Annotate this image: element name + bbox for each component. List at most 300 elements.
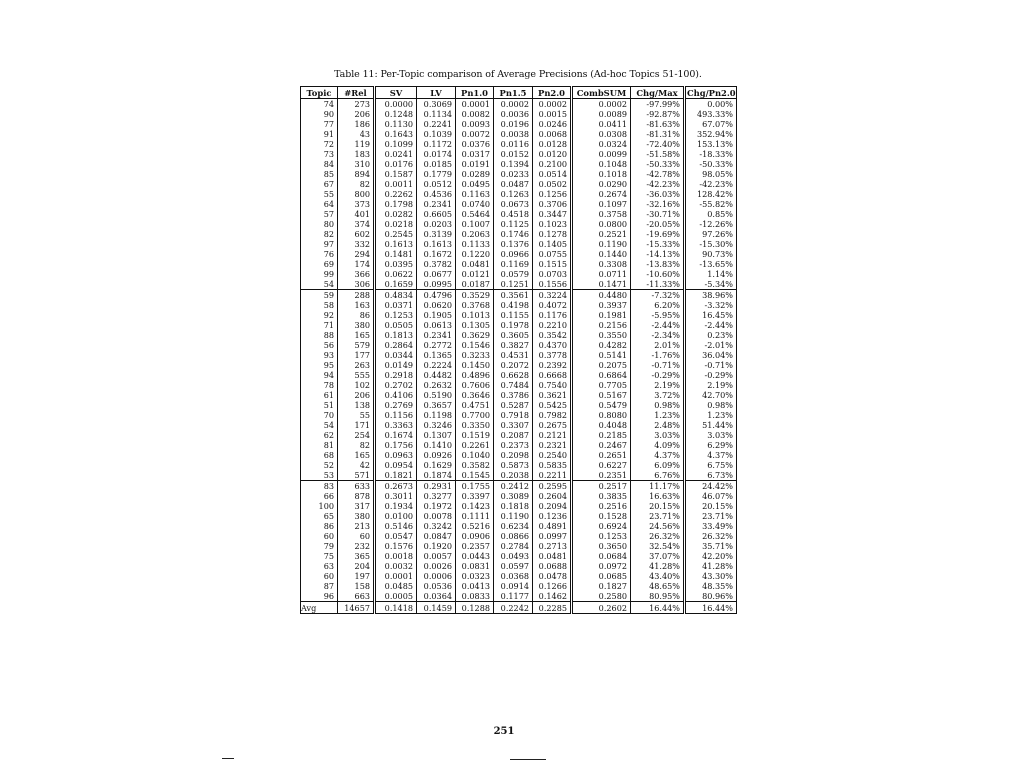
table-cell: 0.0246 bbox=[533, 119, 572, 129]
table-cell: 0.1528 bbox=[572, 511, 631, 521]
table-cell: 0.3582 bbox=[456, 460, 494, 470]
table-cell: 0.7540 bbox=[533, 380, 572, 390]
table-cell: 0.2595 bbox=[533, 481, 572, 492]
table-cell: -50.33% bbox=[685, 159, 737, 169]
table-cell: 0.0290 bbox=[572, 179, 631, 189]
column-header: CombSUM bbox=[572, 87, 631, 99]
table-cell: 0.1125 bbox=[494, 219, 533, 229]
table-cell: 0.5835 bbox=[533, 460, 572, 470]
table-cell: 99 bbox=[301, 269, 338, 279]
table-cell: 60 bbox=[301, 531, 338, 541]
table-cell: 0.0547 bbox=[375, 531, 417, 541]
table-cell: 232 bbox=[338, 541, 375, 551]
table-cell: 0.1746 bbox=[494, 229, 533, 239]
table-cell: 0.0395 bbox=[375, 259, 417, 269]
table-cell: 92 bbox=[301, 310, 338, 320]
table-cell: 380 bbox=[338, 320, 375, 330]
table-cell: 0.1462 bbox=[533, 591, 572, 602]
table-cell: 0.2098 bbox=[494, 450, 533, 460]
table-cell: 0.1365 bbox=[417, 350, 456, 360]
table-cell: 0.5141 bbox=[572, 350, 631, 360]
table-cell: 26.32% bbox=[631, 531, 685, 541]
table-cell: -0.29% bbox=[631, 370, 685, 380]
table-cell: 177 bbox=[338, 350, 375, 360]
table-cell: 56 bbox=[301, 340, 338, 350]
table-cell: 0.2094 bbox=[533, 501, 572, 511]
table-cell: 6.09% bbox=[631, 460, 685, 470]
table-cell: 401 bbox=[338, 209, 375, 219]
table-cell: 0.1007 bbox=[456, 219, 494, 229]
table-cell: 1.23% bbox=[631, 410, 685, 420]
table-cell: 0.1981 bbox=[572, 310, 631, 320]
table-cell: 206 bbox=[338, 390, 375, 400]
table-cell: 0.6864 bbox=[572, 370, 631, 380]
table-cell: 0.6924 bbox=[572, 521, 631, 531]
table-cell: 0.0966 bbox=[494, 249, 533, 259]
table-cell: 4.37% bbox=[631, 450, 685, 460]
table-cell: 0.1220 bbox=[456, 249, 494, 259]
table-cell: 0.1978 bbox=[494, 320, 533, 330]
table-cell: 77 bbox=[301, 119, 338, 129]
table-cell: 0.2540 bbox=[533, 450, 572, 460]
average-cell: 0.1459 bbox=[417, 602, 456, 614]
table-cell: 0.98% bbox=[685, 400, 737, 410]
table-cell: 288 bbox=[338, 290, 375, 301]
table-cell: 0.0914 bbox=[494, 581, 533, 591]
table-cell: 0.1155 bbox=[494, 310, 533, 320]
table-cell: 165 bbox=[338, 330, 375, 340]
table-cell: 0.2321 bbox=[533, 440, 572, 450]
average-cell: 0.2602 bbox=[572, 602, 631, 614]
table-cell: 80.95% bbox=[631, 591, 685, 602]
column-header: Pn1.5 bbox=[494, 87, 533, 99]
table-cell: 35.71% bbox=[685, 541, 737, 551]
table-row bbox=[301, 491, 737, 501]
table-cell: 0.2931 bbox=[417, 481, 456, 492]
table-cell: 0.7484 bbox=[494, 380, 533, 390]
table-cell: 6.75% bbox=[685, 460, 737, 470]
table-cell: 0.98% bbox=[631, 400, 685, 410]
table-cell: 0.2121 bbox=[533, 430, 572, 440]
table-cell: 80.96% bbox=[685, 591, 737, 602]
table-cell: 88 bbox=[301, 330, 338, 340]
table-row bbox=[301, 470, 737, 481]
table-cell: 86 bbox=[301, 521, 338, 531]
table-cell: 0.4896 bbox=[456, 370, 494, 380]
table-cell: 0.0038 bbox=[494, 129, 533, 139]
table-cell: 0.0622 bbox=[375, 269, 417, 279]
table-cell: 0.1266 bbox=[533, 581, 572, 591]
table-cell: 0.3782 bbox=[417, 259, 456, 269]
table-cell: 0.1972 bbox=[417, 501, 456, 511]
table-cell: 0.7700 bbox=[456, 410, 494, 420]
column-header: LV bbox=[417, 87, 456, 99]
table-cell: 0.0121 bbox=[456, 269, 494, 279]
table-cell: 0.3768 bbox=[456, 300, 494, 310]
table-cell: 67 bbox=[301, 179, 338, 189]
table-cell: 0.1818 bbox=[494, 501, 533, 511]
table-cell: 254 bbox=[338, 430, 375, 440]
table-cell: 97 bbox=[301, 239, 338, 249]
table-cell: 4.37% bbox=[685, 450, 737, 460]
table-cell: 62 bbox=[301, 430, 338, 440]
table-cell: 0.4796 bbox=[417, 290, 456, 301]
table-cell: 0.0677 bbox=[417, 269, 456, 279]
table-cell: 0.2673 bbox=[375, 481, 417, 492]
table-cell: 0.0089 bbox=[572, 109, 631, 119]
table-cell: 0.2063 bbox=[456, 229, 494, 239]
table-cell: 85 bbox=[301, 169, 338, 179]
table-cell: 74 bbox=[301, 99, 338, 110]
table-cell: 0.0203 bbox=[417, 219, 456, 229]
table-cell: 894 bbox=[338, 169, 375, 179]
table-cell: 0.0514 bbox=[533, 169, 572, 179]
table-cell: 37.07% bbox=[631, 551, 685, 561]
table-cell: 0.3350 bbox=[456, 420, 494, 430]
table-cell: 0.1394 bbox=[494, 159, 533, 169]
table-cell: 0.2674 bbox=[572, 189, 631, 199]
table-cell: 0.1236 bbox=[533, 511, 572, 521]
table-cell: 0.0579 bbox=[494, 269, 533, 279]
table-cell: 0.0152 bbox=[494, 149, 533, 159]
table-cell: 63 bbox=[301, 561, 338, 571]
table-cell: 0.4048 bbox=[572, 420, 631, 430]
table-cell: 57 bbox=[301, 209, 338, 219]
table-cell: 55 bbox=[338, 410, 375, 420]
table-cell: 0.3827 bbox=[494, 340, 533, 350]
table-cell: 0.0128 bbox=[533, 139, 572, 149]
table-cell: 0.0613 bbox=[417, 320, 456, 330]
column-header: #Rel bbox=[338, 87, 375, 99]
table-cell: 158 bbox=[338, 581, 375, 591]
table-cell: 0.5873 bbox=[494, 460, 533, 470]
table-cell: 75 bbox=[301, 551, 338, 561]
table-cell: 0.3242 bbox=[417, 521, 456, 531]
table-cell: -2.44% bbox=[685, 320, 737, 330]
table-cell: 0.1039 bbox=[417, 129, 456, 139]
table-cell: 68 bbox=[301, 450, 338, 460]
table-cell: 0.0368 bbox=[494, 571, 533, 581]
table-cell: 0.0078 bbox=[417, 511, 456, 521]
table-cell: 0.1307 bbox=[417, 430, 456, 440]
table-cell: 0.3778 bbox=[533, 350, 572, 360]
table-cell: 380 bbox=[338, 511, 375, 521]
table-cell: 0.1278 bbox=[533, 229, 572, 239]
table-cell: 0.2038 bbox=[494, 470, 533, 481]
table-row bbox=[301, 591, 737, 602]
table-cell: 0.0011 bbox=[375, 179, 417, 189]
average-cell: 0.1288 bbox=[456, 602, 494, 614]
table-cell: 0.0478 bbox=[533, 571, 572, 581]
table-cell: -13.83% bbox=[631, 259, 685, 269]
table-cell: 0.1481 bbox=[375, 249, 417, 259]
table-cell: 0.0032 bbox=[375, 561, 417, 571]
table-cell: 0.1798 bbox=[375, 199, 417, 209]
table-cell: 0.2241 bbox=[417, 119, 456, 129]
table-cell: 43.40% bbox=[631, 571, 685, 581]
table-cell: -42.23% bbox=[631, 179, 685, 189]
table-cell: 0.3397 bbox=[456, 491, 494, 501]
table-cell: 6.73% bbox=[685, 470, 737, 481]
table-cell: 0.1248 bbox=[375, 109, 417, 119]
table-cell: 3.03% bbox=[631, 430, 685, 440]
table-cell: 0.0685 bbox=[572, 571, 631, 581]
table-cell: 0.1190 bbox=[572, 239, 631, 249]
table-cell: 0.1556 bbox=[533, 279, 572, 290]
table-cell: 0.0317 bbox=[456, 149, 494, 159]
table-cell: 0.5479 bbox=[572, 400, 631, 410]
table-cell: 0.3089 bbox=[494, 491, 533, 501]
scan-artifact-mark bbox=[222, 758, 234, 759]
table-cell: 0.5425 bbox=[533, 400, 572, 410]
table-cell: 0.0289 bbox=[456, 169, 494, 179]
table-cell: 0.3447 bbox=[533, 209, 572, 219]
average-label: Avg bbox=[301, 602, 338, 614]
table-cell: 0.0308 bbox=[572, 129, 631, 139]
table-cell: 0.2185 bbox=[572, 430, 631, 440]
table-cell: 59 bbox=[301, 290, 338, 301]
table-cell: 0.2918 bbox=[375, 370, 417, 380]
table-cell: -72.40% bbox=[631, 139, 685, 149]
table-cell: 84 bbox=[301, 159, 338, 169]
table-cell: 0.3629 bbox=[456, 330, 494, 340]
table-row bbox=[301, 129, 737, 139]
table-cell: 0.0703 bbox=[533, 269, 572, 279]
table-cell: 54 bbox=[301, 420, 338, 430]
table-cell: 0.1134 bbox=[417, 109, 456, 119]
table-cell: 42.70% bbox=[685, 390, 737, 400]
table-cell: 0.2075 bbox=[572, 360, 631, 370]
table-cell: 213 bbox=[338, 521, 375, 531]
table-cell: 0.4370 bbox=[533, 340, 572, 350]
table-cell: 0.0233 bbox=[494, 169, 533, 179]
table-cell: 0.2261 bbox=[456, 440, 494, 450]
table-cell: 0.1905 bbox=[417, 310, 456, 320]
table-cell: 0.0068 bbox=[533, 129, 572, 139]
table-cell: 0.4891 bbox=[533, 521, 572, 531]
table-cell: -30.71% bbox=[631, 209, 685, 219]
table-cell: 78 bbox=[301, 380, 338, 390]
table-cell: 0.3786 bbox=[494, 390, 533, 400]
table-cell: 0.0006 bbox=[417, 571, 456, 581]
table-cell: 374 bbox=[338, 219, 375, 229]
table-row bbox=[301, 320, 737, 330]
table-cell: 51 bbox=[301, 400, 338, 410]
table-cell: 0.0026 bbox=[417, 561, 456, 571]
table-cell: 0.4482 bbox=[417, 370, 456, 380]
table-cell: 0.2412 bbox=[494, 481, 533, 492]
table-cell: 0.2341 bbox=[417, 330, 456, 340]
column-header: Topic bbox=[301, 87, 338, 99]
table-cell: -15.33% bbox=[631, 239, 685, 249]
table-cell: -51.58% bbox=[631, 149, 685, 159]
table-cell: 52 bbox=[301, 460, 338, 470]
table-cell: 0.0057 bbox=[417, 551, 456, 561]
table-cell: 0.4198 bbox=[494, 300, 533, 310]
average-cell: 14657 bbox=[338, 602, 375, 614]
table-cell: -2.01% bbox=[685, 340, 737, 350]
table-cell: 32.54% bbox=[631, 541, 685, 551]
table-cell: 42.20% bbox=[685, 551, 737, 561]
table-row bbox=[301, 219, 737, 229]
table-cell: 0.1779 bbox=[417, 169, 456, 179]
table-cell: 0.4480 bbox=[572, 290, 631, 301]
table-body bbox=[301, 99, 737, 614]
table-cell: 0.0831 bbox=[456, 561, 494, 571]
table-cell: 1.14% bbox=[685, 269, 737, 279]
table-cell: -36.03% bbox=[631, 189, 685, 199]
table-cell: 0.1643 bbox=[375, 129, 417, 139]
table-cell: 0.3139 bbox=[417, 229, 456, 239]
table-cell: 0.1423 bbox=[456, 501, 494, 511]
table-cell: 0.1023 bbox=[533, 219, 572, 229]
table-cell: 165 bbox=[338, 450, 375, 460]
table-cell: 365 bbox=[338, 551, 375, 561]
table-cell: 310 bbox=[338, 159, 375, 169]
table-cell: 51.44% bbox=[685, 420, 737, 430]
table-cell: 0.1576 bbox=[375, 541, 417, 551]
table-cell: 0.2351 bbox=[572, 470, 631, 481]
table-cell: 138 bbox=[338, 400, 375, 410]
table-cell: 0.85% bbox=[685, 209, 737, 219]
table-cell: 128.42% bbox=[685, 189, 737, 199]
table-cell: 65 bbox=[301, 511, 338, 521]
table-cell: 11.17% bbox=[631, 481, 685, 492]
table-cell: 20.15% bbox=[631, 501, 685, 511]
table-header-row bbox=[301, 87, 737, 99]
table-cell: 38.96% bbox=[685, 290, 737, 301]
table-cell: 0.3561 bbox=[494, 290, 533, 301]
table-row bbox=[301, 149, 737, 159]
table-cell: -19.69% bbox=[631, 229, 685, 239]
table-cell: 0.0191 bbox=[456, 159, 494, 169]
average-cell: 16.44% bbox=[685, 602, 737, 614]
table-cell: 73 bbox=[301, 149, 338, 159]
table-cell: 0.1874 bbox=[417, 470, 456, 481]
table-cell: 48.65% bbox=[631, 581, 685, 591]
table-cell: 0.3758 bbox=[572, 209, 631, 219]
table-cell: 0.0411 bbox=[572, 119, 631, 129]
table-row bbox=[301, 450, 737, 460]
table-cell: 0.1130 bbox=[375, 119, 417, 129]
table-cell: -2.44% bbox=[631, 320, 685, 330]
table-cell: -0.71% bbox=[685, 360, 737, 370]
table-cell: 0.3550 bbox=[572, 330, 631, 340]
table-cell: -10.60% bbox=[631, 269, 685, 279]
table-cell: 0.1253 bbox=[375, 310, 417, 320]
table-cell: 2.48% bbox=[631, 420, 685, 430]
table-cell: 555 bbox=[338, 370, 375, 380]
table-cell: 0.0502 bbox=[533, 179, 572, 189]
table-cell: 0.0218 bbox=[375, 219, 417, 229]
table-cell: 0.2224 bbox=[417, 360, 456, 370]
table-cell: 0.0082 bbox=[456, 109, 494, 119]
average-cell: 0.2242 bbox=[494, 602, 533, 614]
table-cell: 20.15% bbox=[685, 501, 737, 511]
table-cell: 0.0620 bbox=[417, 300, 456, 310]
table-cell: 0.2580 bbox=[572, 591, 631, 602]
table-cell: 0.0174 bbox=[417, 149, 456, 159]
table-cell: 0.4282 bbox=[572, 340, 631, 350]
table-cell: 58 bbox=[301, 300, 338, 310]
table-cell: 0.1253 bbox=[572, 531, 631, 541]
table-cell: 119 bbox=[338, 139, 375, 149]
table-row bbox=[301, 239, 737, 249]
table-cell: 0.7606 bbox=[456, 380, 494, 390]
table-cell: 0.7982 bbox=[533, 410, 572, 420]
table-cell: 0.4531 bbox=[494, 350, 533, 360]
table-cell: -3.32% bbox=[685, 300, 737, 310]
table-cell: 0.0755 bbox=[533, 249, 572, 259]
table-row bbox=[301, 501, 737, 511]
table-cell: 0.2772 bbox=[417, 340, 456, 350]
table-cell: 102 bbox=[338, 380, 375, 390]
table-row bbox=[301, 199, 737, 209]
table-cell: 76 bbox=[301, 249, 338, 259]
table-cell: 82 bbox=[301, 229, 338, 239]
table-cell: 0.5216 bbox=[456, 521, 494, 531]
table-cell: 71 bbox=[301, 320, 338, 330]
table-cell: 0.5167 bbox=[572, 390, 631, 400]
table-row bbox=[301, 109, 737, 119]
table-cell: 0.0684 bbox=[572, 551, 631, 561]
table-cell: 0.1013 bbox=[456, 310, 494, 320]
table-cell: 46.07% bbox=[685, 491, 737, 501]
table-cell: 0.0000 bbox=[375, 99, 417, 110]
table-cell: 0.1920 bbox=[417, 541, 456, 551]
table-cell: 0.0995 bbox=[417, 279, 456, 290]
table-row bbox=[301, 390, 737, 400]
table-cell: 2.01% bbox=[631, 340, 685, 350]
table-cell: 0.4751 bbox=[456, 400, 494, 410]
table-cell: 0.0481 bbox=[533, 551, 572, 561]
table-cell: 183 bbox=[338, 149, 375, 159]
table-cell: 0.0002 bbox=[572, 99, 631, 110]
table-cell: 55 bbox=[301, 189, 338, 199]
table-cell: 204 bbox=[338, 561, 375, 571]
table-cell: 0.0176 bbox=[375, 159, 417, 169]
table-cell: 95 bbox=[301, 360, 338, 370]
table-cell: 41.28% bbox=[631, 561, 685, 571]
table-cell: 16.45% bbox=[685, 310, 737, 320]
table-row bbox=[301, 460, 737, 470]
table-cell: 493.33% bbox=[685, 109, 737, 119]
table-row bbox=[301, 571, 737, 581]
table-cell: 69 bbox=[301, 259, 338, 269]
table-cell: -55.82% bbox=[685, 199, 737, 209]
table-cell: -50.33% bbox=[631, 159, 685, 169]
table-cell: 6.20% bbox=[631, 300, 685, 310]
table-cell: 0.0673 bbox=[494, 199, 533, 209]
table-cell: 0.1048 bbox=[572, 159, 631, 169]
table-cell: 0.3233 bbox=[456, 350, 494, 360]
table-cell: 0.2357 bbox=[456, 541, 494, 551]
column-header: Chg/Pn2.0 bbox=[685, 87, 737, 99]
table-cell: 0.0688 bbox=[533, 561, 572, 571]
table-cell: 0.3363 bbox=[375, 420, 417, 430]
table-cell: 366 bbox=[338, 269, 375, 279]
table-cell: 0.1018 bbox=[572, 169, 631, 179]
table-cell: 96 bbox=[301, 591, 338, 602]
table-cell: 0.8080 bbox=[572, 410, 631, 420]
table-cell: 0.6628 bbox=[494, 370, 533, 380]
table-cell: -18.33% bbox=[685, 149, 737, 159]
table-cell: 153.13% bbox=[685, 139, 737, 149]
table-cell: 0.1821 bbox=[375, 470, 417, 481]
table-cell: 197 bbox=[338, 571, 375, 581]
table-cell: 0.5190 bbox=[417, 390, 456, 400]
table-cell: -42.23% bbox=[685, 179, 737, 189]
